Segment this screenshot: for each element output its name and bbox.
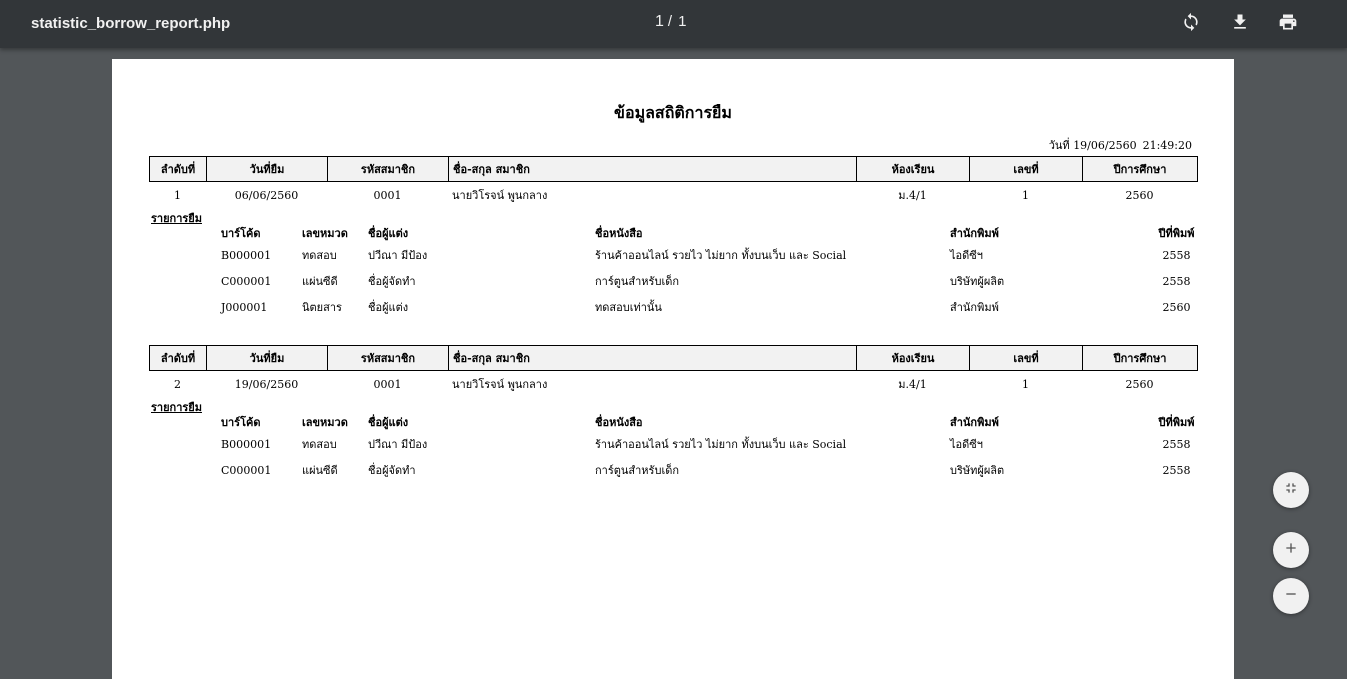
borrow-items-label: รายการยืม [151,401,202,414]
time-value: 21:49:20 [1142,139,1192,152]
value-name: นายวิโรจน์ พูนกลาง [452,378,548,391]
value-year: 2560 [1125,377,1154,391]
record-header [149,345,1198,371]
zoom-in-icon [1283,540,1299,560]
col-number: เลขที่ [970,157,1083,182]
report-title: ข้อมูลสถิติการยืม [614,103,732,122]
col-academic-year: ปีการศึกษา [1083,346,1198,371]
borrow-items-label: รายการยืม [151,212,202,225]
item-barcode: B000001 [221,437,272,451]
item-category: แผ่นซีดี [302,464,338,477]
borrow-items-table [221,224,1211,320]
col-author: ชื่อผู้แต่ง [368,416,409,429]
record-values [149,371,1197,397]
item-author: ปวีณา มีป้อง [368,438,428,451]
fit-page-icon [1283,480,1299,500]
zoom-out-icon [1283,586,1299,606]
item-category: ทดสอบ [302,438,337,451]
date-value: 19/06/2560 [1073,139,1137,152]
item-publisher: บริษัทผู้ผลิต [950,464,1005,477]
col-borrow-date: วันที่ยืม [207,157,328,182]
table-row [221,294,1211,320]
borrow-items-table [221,413,1211,483]
print-icon [1278,12,1298,36]
col-classroom: ห้องเรียน [857,157,970,182]
item-publisher: ไอดีซีฯ [950,249,983,262]
col-barcode: บาร์โค้ด [221,227,261,240]
col-publisher: สำนักพิมพ์ [950,227,999,240]
col-order: ลำดับที่ [150,157,207,182]
item-author: ชื่อผู้แต่ง [368,301,409,314]
col-member-name: ชื่อ-สกุล สมาชิก [449,157,857,182]
value-date: 06/06/2560 [234,188,299,202]
item-barcode: J000001 [221,300,268,314]
col-publisher: สำนักพิมพ์ [950,416,999,429]
table-row [221,268,1211,294]
col-pub-year: ปีที่พิมพ์ [1158,227,1195,240]
download-icon [1230,12,1250,36]
value-year: 2560 [1125,188,1154,202]
table-row [221,457,1211,483]
fit-page-button[interactable] [1273,472,1309,508]
item-category: แผ่นซีดี [302,275,338,288]
col-member-name: ชื่อ-สกุล สมาชิก [449,346,857,371]
record-header [149,156,1198,182]
page-separator: / [667,13,673,30]
value-number: 1 [1022,377,1029,391]
col-barcode: บาร์โค้ด [221,416,261,429]
col-book-title: ชื่อหนังสือ [595,416,643,429]
col-number: เลขที่ [970,346,1083,371]
table-row [221,431,1211,457]
pdf-toolbar [0,0,1347,48]
value-name: นายวิโรจน์ พูนกลาง [452,189,548,202]
value-no: 2 [174,377,181,391]
item-publisher: บริษัทผู้ผลิต [950,275,1005,288]
pdf-page [112,59,1234,679]
item-title: ร้านค้าออนไลน์ รวยไว ไม่ยาก ทั้งบนเว็บ และ Social [595,249,847,262]
col-member-id: รหัสสมาชิก [328,346,449,371]
col-academic-year: ปีการศึกษา [1083,157,1198,182]
item-barcode: B000001 [221,248,272,262]
col-classroom: ห้องเรียน [857,346,970,371]
rotate-icon [1181,12,1201,36]
item-category: ทดสอบ [302,249,337,262]
items-header-row [221,224,1211,242]
col-book-title: ชื่อหนังสือ [595,227,643,240]
item-pub-year: 2558 [1162,248,1191,262]
item-barcode: C000001 [221,274,272,288]
value-room: ม.4/1 [898,378,927,391]
zoom-in-button[interactable] [1273,532,1309,568]
col-category: เลขหมวด [302,416,348,429]
item-category: นิตยสาร [302,301,342,314]
item-barcode: C000001 [221,463,272,477]
items-header-row [221,413,1211,431]
col-member-id: รหัสสมาชิก [328,157,449,182]
page-total: 1 [678,13,687,30]
col-category: เลขหมวด [302,227,348,240]
print-button[interactable] [1276,12,1300,36]
value-no: 1 [174,188,181,202]
borrow-record [149,156,1197,314]
table-row [221,242,1211,268]
item-author: ปวีณา มีป้อง [368,249,428,262]
page-current[interactable]: 1 [655,13,664,30]
value-room: ม.4/1 [898,189,927,202]
value-number: 1 [1022,188,1029,202]
item-title: ร้านค้าออนไลน์ รวยไว ไม่ยาก ทั้งบนเว็บ และ Social [595,438,847,451]
rotate-button[interactable] [1179,12,1203,36]
col-borrow-date: วันที่ยืม [207,346,328,371]
item-title: ทดสอบเท่านั้น [595,301,662,314]
item-title: การ์ตูนสำหรับเด็ก [595,464,680,477]
value-member-id: 0001 [373,377,402,391]
value-member-id: 0001 [373,188,402,202]
item-publisher: สำนักพิมพ์ [950,301,999,314]
col-pub-year: ปีที่พิมพ์ [1158,416,1195,429]
page-counter [655,13,686,31]
col-author: ชื่อผู้แต่ง [368,227,409,240]
document-title: statistic_borrow_report.php [31,15,231,32]
item-title: การ์ตูนสำหรับเด็ก [595,275,680,288]
print-date [1049,136,1192,154]
item-pub-year: 2558 [1162,463,1191,477]
item-publisher: ไอดีซีฯ [950,438,983,451]
item-author: ชื่อผู้จัดทำ [368,464,416,477]
date-label: วันที่ [1048,139,1070,152]
record-values [149,182,1197,208]
value-date: 19/06/2560 [234,377,299,391]
item-author: ชื่อผู้จัดทำ [368,275,416,288]
zoom-out-button[interactable] [1273,578,1309,614]
item-pub-year: 2558 [1162,437,1191,451]
download-button[interactable] [1228,12,1252,36]
item-pub-year: 2558 [1162,274,1191,288]
col-order: ลำดับที่ [150,346,207,371]
borrow-record [149,345,1197,477]
item-pub-year: 2560 [1162,300,1191,314]
